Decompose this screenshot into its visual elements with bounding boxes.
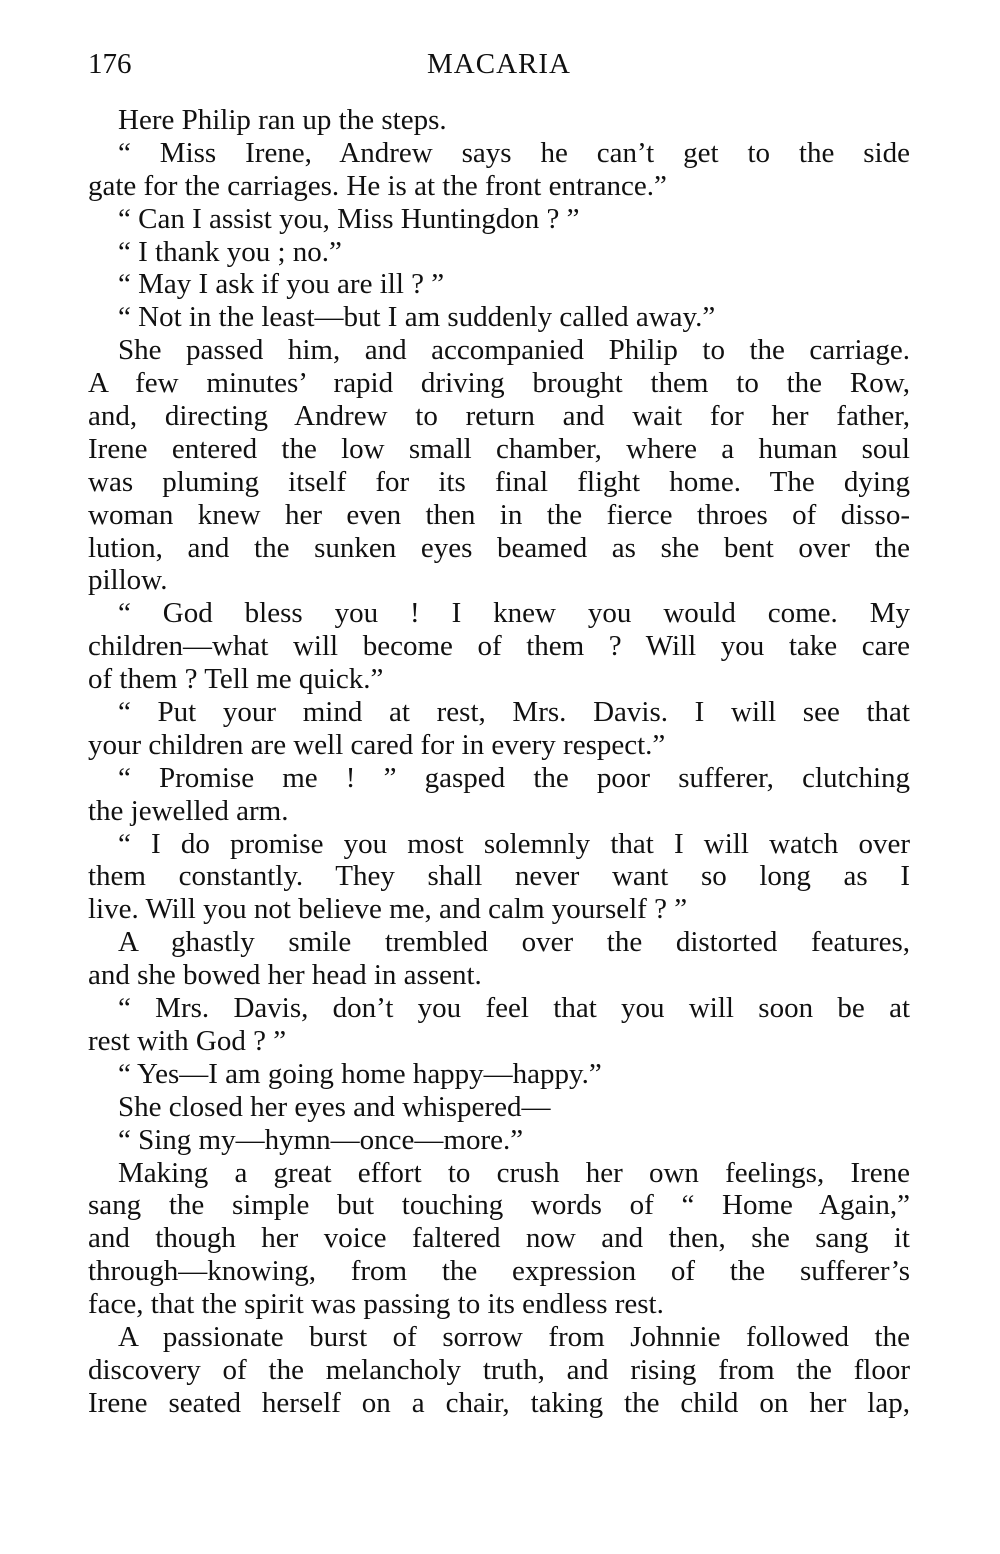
- page-number: 176: [88, 48, 132, 80]
- text-line: Irene entered the low small chamber, where a human soul: [88, 432, 910, 465]
- text-line: children—what will become of them ? Will you take care: [88, 630, 910, 663]
- text-line: “ I do promise you most solemnly that I will watch over: [118, 827, 910, 860]
- text-line: “ I thank you ; no.”: [118, 235, 342, 268]
- text-line: face, that the spirit was passing to its endless rest.: [88, 1288, 664, 1321]
- text-line: “ Put your mind at rest, Mrs. Davis. I will see that: [118, 696, 910, 729]
- text-line: rest with God ? ”: [88, 1024, 287, 1057]
- text-line: lution, and the sunken eyes beamed as she bent over the: [88, 531, 910, 564]
- text-line: of them ? Tell me quick.”: [88, 663, 384, 696]
- text-line: pillow.: [88, 564, 168, 597]
- text-line: your children are well cared for in every respect.”: [88, 728, 666, 761]
- text-line: was pluming itself for its final flight home. The dying: [88, 465, 910, 498]
- text-line: A ghastly smile trembled over the distorted features,: [118, 926, 910, 959]
- text-line: Here Philip ran up the steps.: [118, 104, 447, 136]
- text-line: “ Yes—I am going home happy—happy.”: [118, 1057, 602, 1090]
- text-line: “ Can I assist you, Miss Huntingdon ? ”: [118, 202, 580, 235]
- text-line: “ Sing my—hymn—once—more.”: [118, 1123, 524, 1156]
- text-line: Irene seated herself on a chair, taking the child on her lap,: [88, 1386, 910, 1419]
- text-line: and, directing Andrew to return and wait for her father,: [88, 400, 910, 433]
- text-line: woman knew her even then in the fierce throes of disso-: [88, 498, 910, 531]
- text-line: “ Promise me ! ” gasped the poor sufferer, clutching: [118, 761, 910, 794]
- page-body-text: [88, 104, 910, 1420]
- text-line: the jewelled arm.: [88, 794, 289, 827]
- text-line: through—knowing, from the expression of the sufferer’s: [88, 1255, 910, 1288]
- text-line: them constantly. They shall never want so long as I: [88, 860, 910, 893]
- text-line: discovery of the melancholy truth, and rising from the floor: [88, 1353, 910, 1386]
- text-line: “ Not in the least—but I am suddenly called away.”: [118, 301, 716, 334]
- text-line: and she bowed her head in assent.: [88, 959, 482, 992]
- text-line: gate for the carriages. He is at the front entrance.”: [88, 169, 667, 202]
- text-line: Making a great effort to crush her own feelings, Irene: [118, 1156, 910, 1189]
- text-line: She closed her eyes and whispered—: [118, 1090, 551, 1123]
- text-line: A few minutes’ rapid driving brought them to the Row,: [88, 367, 910, 400]
- text-line: “ God bless you ! I knew you would come. My: [118, 597, 910, 630]
- text-line: live. Will you not believe me, and calm yourself ? ”: [88, 893, 688, 926]
- text-line: sang the simple but touching words of “ Home Again,”: [88, 1189, 910, 1222]
- running-title: MACARIA: [427, 48, 571, 80]
- text-line: She passed him, and accompanied Philip to the carriage.: [118, 334, 910, 367]
- running-header: [88, 48, 910, 84]
- text-line: and though her voice faltered now and then, she sang it: [88, 1222, 910, 1255]
- text-line: A passionate burst of sorrow from Johnnie followed the: [118, 1320, 910, 1353]
- text-line: “ Miss Irene, Andrew says he can’t get to the side: [118, 136, 910, 169]
- text-line: “ May I ask if you are ill ? ”: [118, 268, 445, 301]
- text-line: “ Mrs. Davis, don’t you feel that you will soon be at: [118, 992, 910, 1025]
